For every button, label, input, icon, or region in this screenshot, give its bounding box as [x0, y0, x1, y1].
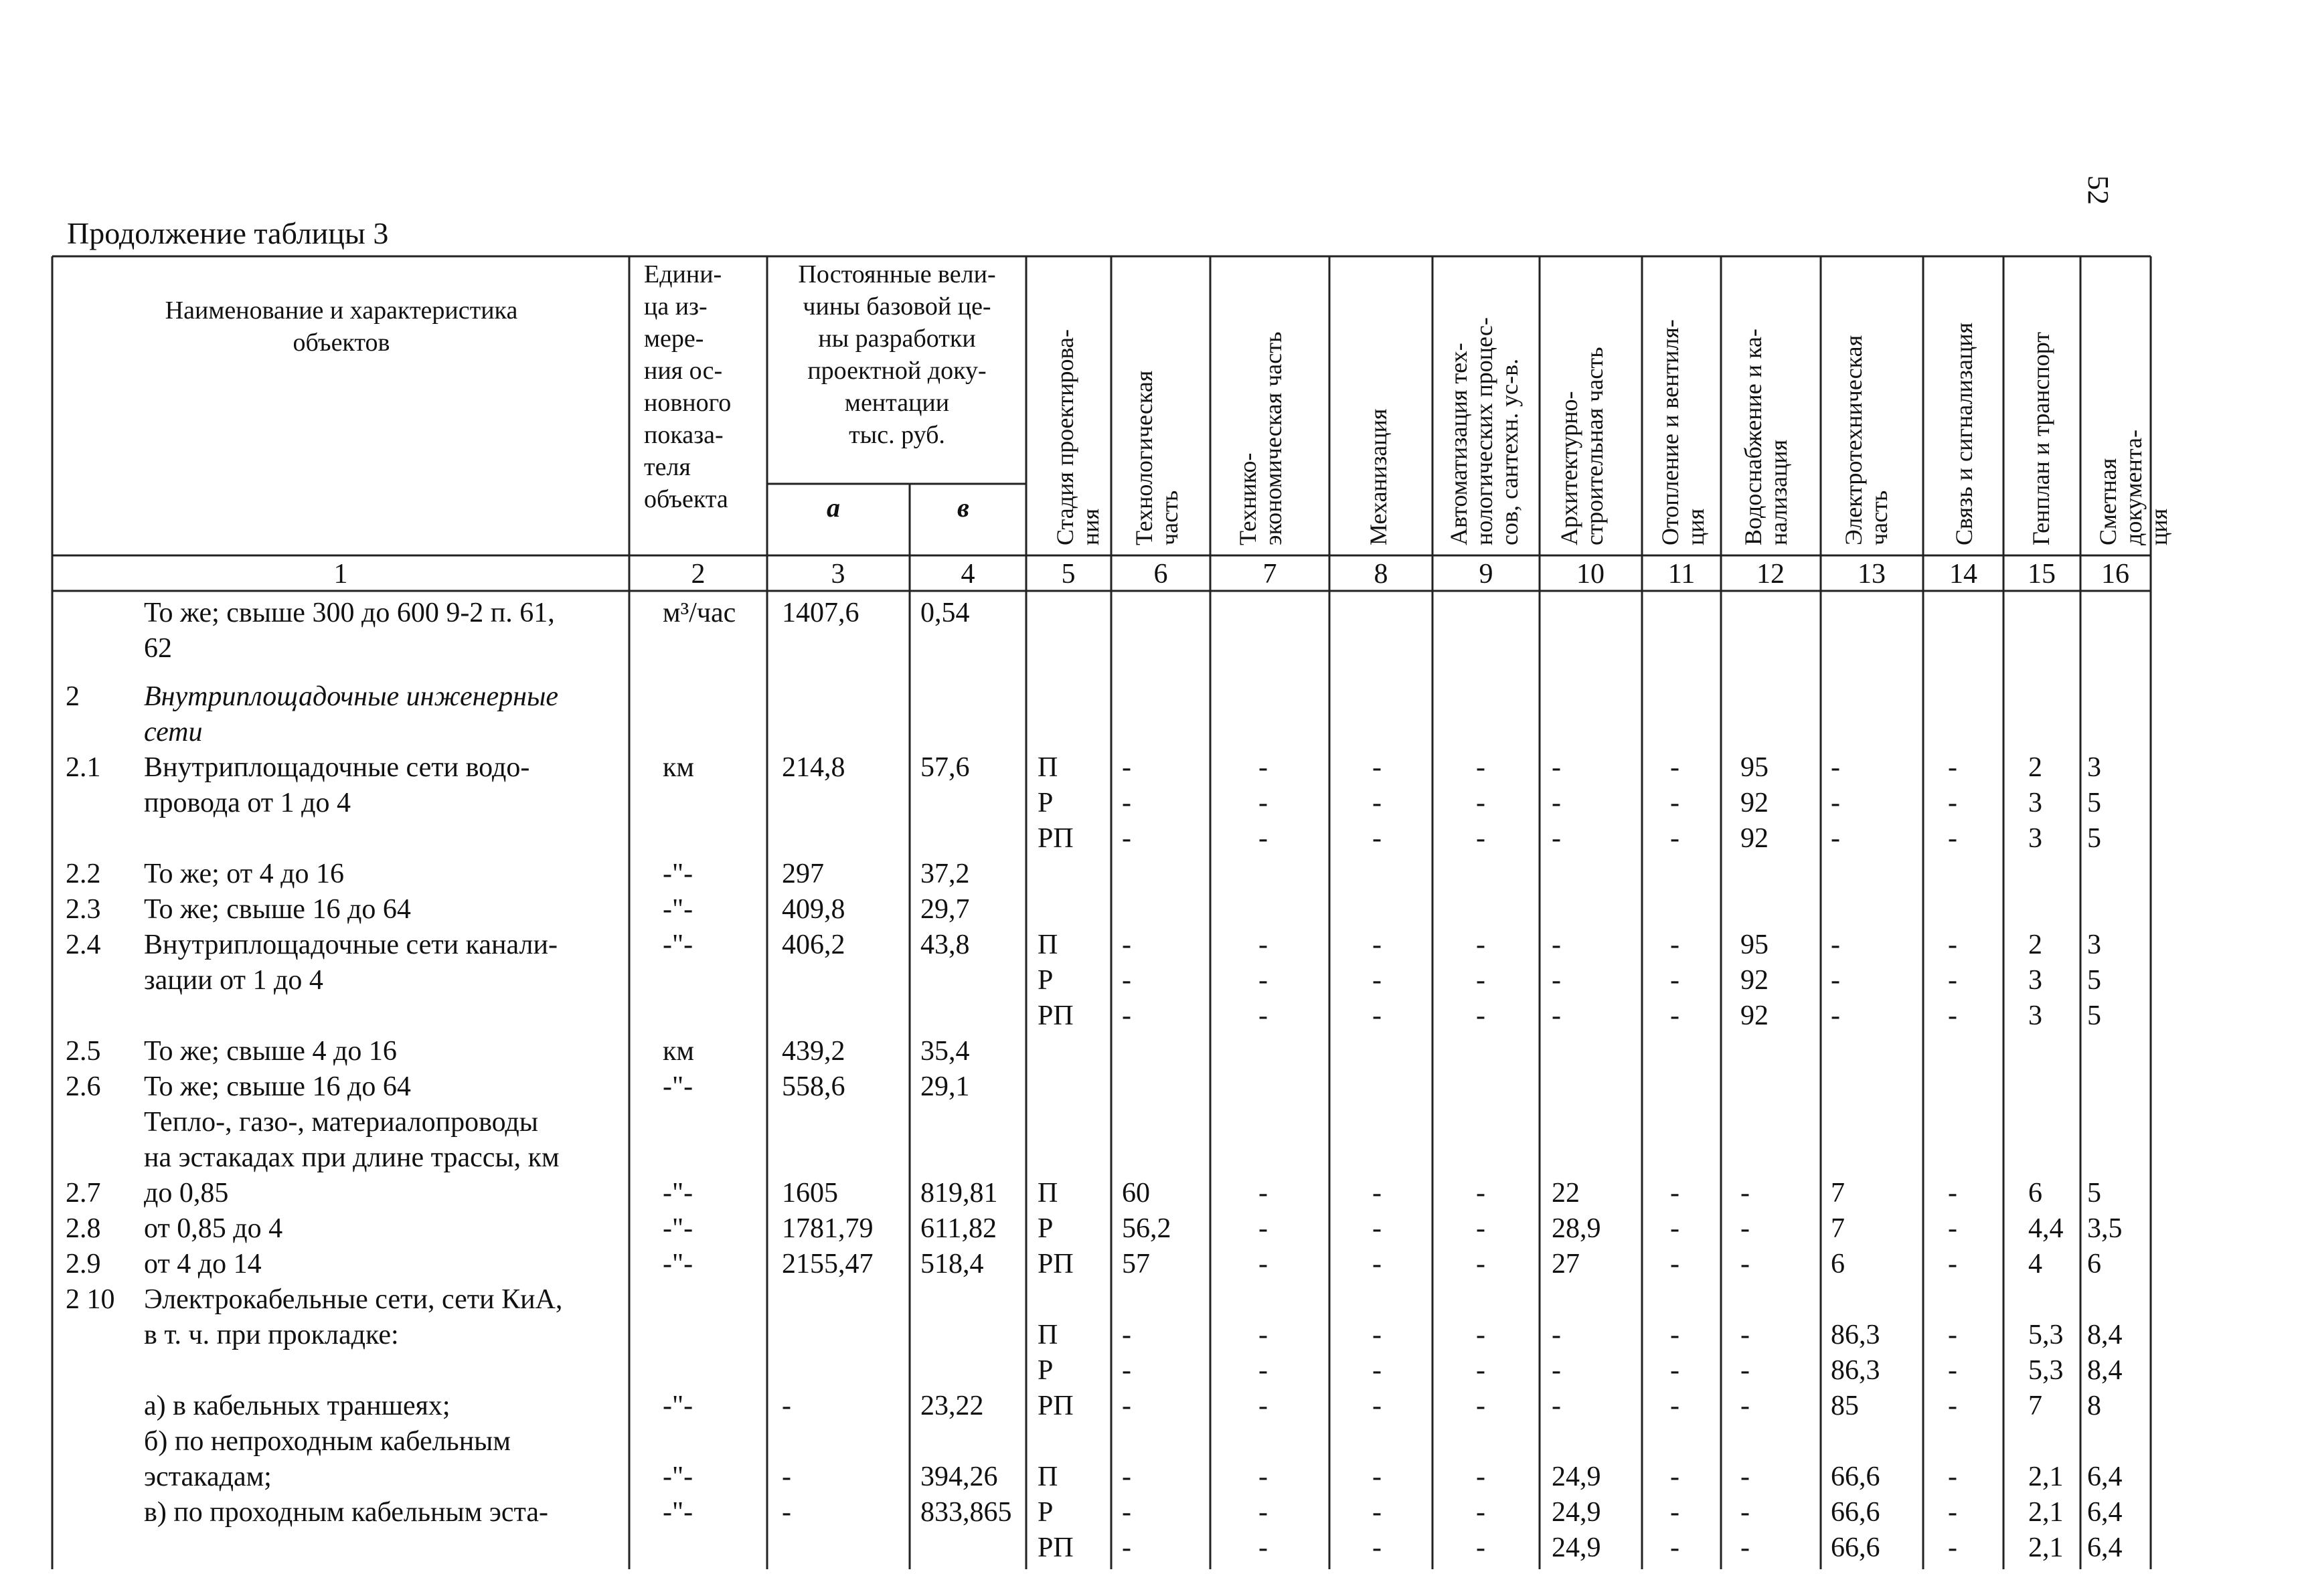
row-section-value: - [1476, 1319, 1485, 1350]
row-unit: -"- [663, 1248, 693, 1279]
row-section-value: 2,1 [2028, 1532, 2064, 1563]
row-section-value: 5 [2087, 1177, 2101, 1209]
row-section-value: 86,3 [1831, 1354, 1880, 1386]
row-section-value: - [1948, 1354, 1957, 1386]
column-number: 13 [1858, 559, 1886, 590]
row-section-value: - [1372, 1213, 1382, 1244]
row-value-a: 1781,79 [782, 1213, 874, 1244]
row-value-b: 29,1 [920, 1071, 970, 1102]
header-communication: Связь и сигнализация [1951, 322, 1977, 545]
row-section-value: - [1258, 1390, 1268, 1421]
row-stage: П [1038, 751, 1058, 783]
row-value-b: 833,865 [920, 1496, 1012, 1528]
row-name: То же; свыше 300 до 600 9-2 п. 61, [144, 598, 555, 628]
row-section-value: 4 [2028, 1248, 2042, 1279]
row-section-value: 92 [1740, 822, 1769, 854]
row-section-value: - [1372, 929, 1382, 960]
row-section-value: 5 [2087, 964, 2101, 996]
row-section-value: 57 [1122, 1248, 1150, 1279]
row-stage: РП [1038, 1390, 1074, 1421]
row-section-value: - [1476, 787, 1485, 818]
row-section-value: - [1831, 929, 1840, 960]
row-section-value: 2,1 [2028, 1461, 2064, 1492]
row-section-value: 8 [2087, 1390, 2101, 1421]
row-section-value: - [1670, 1461, 1679, 1492]
row-unit: -"- [663, 1213, 693, 1244]
row-section-value: - [1476, 822, 1485, 854]
row-value-a: 558,6 [782, 1071, 845, 1102]
column-number: 14 [1949, 559, 1977, 590]
column-number: 3 [831, 559, 845, 590]
row-section-value: - [1670, 751, 1679, 783]
row-section-value: 95 [1740, 929, 1769, 960]
header-automation: Автоматизация тех- нологических процес- сов, сантехн. ус-в. [1445, 317, 1523, 545]
row-section-value: - [1476, 1461, 1485, 1492]
row-section-value: - [1670, 1213, 1679, 1244]
row-number: 2.6 [66, 1071, 101, 1102]
row-section-value: 5,3 [2028, 1319, 2064, 1350]
row-section-value: - [1740, 1213, 1750, 1244]
row-section-value: 3,5 [2087, 1213, 2123, 1244]
row-value-a: 406,2 [782, 929, 845, 960]
row-section-value: 2 [2028, 929, 2042, 960]
row-section-value: - [1372, 964, 1382, 996]
row-section-value: - [1476, 1213, 1485, 1244]
row-section-value: 6 [2087, 1248, 2101, 1279]
row-number: 2.2 [66, 858, 101, 889]
row-section-value: - [1948, 1248, 1957, 1279]
row-section-value: - [1948, 1390, 1957, 1421]
row-section-value: - [1122, 1319, 1131, 1350]
row-value-a: - [782, 1390, 791, 1421]
row-value-b: 57,6 [920, 751, 970, 783]
row-section-value: 85 [1831, 1390, 1859, 1421]
row-section-value: 6 [2028, 1177, 2042, 1209]
row-section-value: 2 [2028, 751, 2042, 783]
row-unit: км [663, 751, 694, 783]
header-stage: Стадия проектирова- ния [1052, 329, 1104, 545]
row-value-a: 297 [782, 858, 824, 889]
row-number: 2.4 [66, 929, 101, 960]
row-section-value: - [1670, 1390, 1679, 1421]
row-section-value: 28,9 [1552, 1213, 1601, 1244]
row-name: а) в кабельных траншеях; [144, 1390, 450, 1421]
row-section-value: - [1670, 787, 1679, 818]
row-section-value: - [1552, 1390, 1561, 1421]
row-section-value: - [1740, 1496, 1750, 1528]
row-section-value: - [1948, 1461, 1957, 1492]
row-section-value: - [1258, 751, 1268, 783]
row-value-a: 1407,6 [782, 598, 859, 628]
row-section-value: - [1670, 929, 1679, 960]
row-section-value: - [1831, 1000, 1840, 1031]
header-name: Наименование и характеристика объектов [165, 296, 518, 357]
row-section-value: 24,9 [1552, 1532, 1601, 1563]
row-stage: Р [1038, 787, 1054, 818]
row-section-value: - [1948, 751, 1957, 783]
row-value-b: 611,82 [920, 1213, 997, 1244]
row-section-value: - [1552, 1354, 1561, 1386]
row-section-value: 3 [2028, 964, 2042, 996]
row-section-value: - [1122, 964, 1131, 996]
row-section-value: 66,6 [1831, 1461, 1880, 1492]
row-section-value: - [1670, 1354, 1679, 1386]
page-number: 52 [2082, 175, 2115, 205]
row-section-value: 3 [2087, 929, 2101, 960]
row-number: 2.1 [66, 751, 101, 783]
header-electrical: Электротехническая часть [1840, 335, 1892, 545]
row-stage: РП [1038, 1000, 1074, 1031]
row-value-b: 518,4 [920, 1248, 984, 1279]
row-section-value: - [1476, 929, 1485, 960]
row-section-value: - [1372, 1000, 1382, 1031]
row-section-value: - [1740, 1319, 1750, 1350]
column-number: 12 [1756, 559, 1785, 590]
column-number: 8 [1374, 559, 1388, 590]
header-unit: Едини- ца из- мере- ния ос- новного показа- теля объекта [644, 260, 732, 513]
row-section-value: - [1831, 751, 1840, 783]
row-section-value: - [1948, 1213, 1957, 1244]
row-unit: -"- [663, 929, 693, 960]
row-section-value: - [1552, 1000, 1561, 1031]
column-number: 4 [961, 559, 975, 590]
row-section-value: - [1258, 1461, 1268, 1492]
row-section-value: - [1258, 1000, 1268, 1031]
row-section-value: 92 [1740, 787, 1769, 818]
row-section-value: - [1372, 1532, 1382, 1563]
row-section-value: - [1831, 822, 1840, 854]
row-name: провода от 1 до 4 [144, 787, 351, 818]
row-section-value: - [1122, 1354, 1131, 1386]
row-section-value: - [1948, 929, 1957, 960]
row-section-value: - [1476, 1496, 1485, 1528]
row-section-value: 6,4 [2087, 1532, 2123, 1563]
row-name: Внутриплощадочные инженерные [144, 681, 559, 712]
row-name: То же; свыше 16 до 64 [144, 1071, 411, 1102]
row-section-value: - [1372, 1319, 1382, 1350]
row-section-value: 56,2 [1122, 1213, 1171, 1244]
row-name: до 0,85 [144, 1177, 229, 1209]
row-section-value: - [1258, 1532, 1268, 1563]
row-section-value: 24,9 [1552, 1496, 1601, 1528]
row-section-value: - [1552, 1319, 1561, 1350]
row-value-a: 1605 [782, 1177, 838, 1209]
row-section-value: - [1122, 1532, 1131, 1563]
row-name: в т. ч. при прокладке: [144, 1319, 399, 1350]
row-section-value: 7 [2028, 1390, 2042, 1421]
header-col-b: в [957, 493, 969, 523]
row-section-value: 92 [1740, 1000, 1769, 1031]
row-section-value: - [1122, 751, 1131, 783]
row-section-value: 66,6 [1831, 1532, 1880, 1563]
row-section-value: - [1476, 751, 1485, 783]
row-value-b: 37,2 [920, 858, 970, 889]
row-section-value: 5 [2087, 787, 2101, 818]
row-unit: -"- [663, 1177, 693, 1209]
row-unit: -"- [663, 1071, 693, 1102]
row-section-value: - [1670, 1000, 1679, 1031]
row-section-value: 27 [1552, 1248, 1580, 1279]
row-section-value: - [1122, 1000, 1131, 1031]
row-number: 2.3 [66, 893, 101, 925]
row-section-value: 3 [2087, 751, 2101, 783]
column-number: 9 [1479, 559, 1493, 590]
row-section-value: 92 [1740, 964, 1769, 996]
row-section-value: - [1258, 1248, 1268, 1279]
row-value-b: 43,8 [920, 929, 970, 960]
row-section-value: - [1670, 1248, 1679, 1279]
row-name: То же; свыше 16 до 64 [144, 893, 411, 925]
column-number: 5 [1061, 559, 1076, 590]
row-section-value: - [1372, 1248, 1382, 1279]
row-value-a: - [782, 1461, 791, 1492]
row-section-value: - [1122, 1390, 1131, 1421]
row-section-value: - [1122, 822, 1131, 854]
row-name: То же; от 4 до 16 [144, 858, 344, 889]
row-section-value: - [1122, 787, 1131, 818]
row-section-value: - [1552, 787, 1561, 818]
row-section-value: - [1948, 1532, 1957, 1563]
row-value-a: 409,8 [782, 893, 845, 925]
row-section-value: 3 [2028, 787, 2042, 818]
row-section-value: 4,4 [2028, 1213, 2064, 1244]
row-value-b: 23,22 [920, 1390, 984, 1421]
row-section-value: - [1740, 1354, 1750, 1386]
row-number: 2.8 [66, 1213, 101, 1244]
row-section-value: - [1476, 1532, 1485, 1563]
header-base-price: Постоянные вели- чины базовой це- ны разработки проектной доку- ментации тыс. руб. [798, 260, 996, 449]
row-stage: П [1038, 1461, 1058, 1492]
row-section-value: - [1258, 1177, 1268, 1209]
row-unit: км [663, 1035, 694, 1067]
row-value-a: 214,8 [782, 751, 845, 783]
row-name: зации от 1 до 4 [144, 964, 323, 996]
row-section-value: 24,9 [1552, 1461, 1601, 1492]
row-name: на эстакадах при длине трассы, км [144, 1142, 560, 1173]
row-name: Тепло-, газо-, материалопроводы [144, 1106, 539, 1138]
column-number: 2 [691, 559, 706, 590]
row-section-value: - [1552, 822, 1561, 854]
row-section-value: - [1670, 1532, 1679, 1563]
row-section-value: - [1122, 929, 1131, 960]
row-section-value: - [1372, 1177, 1382, 1209]
row-stage: Р [1038, 1213, 1054, 1244]
header-economics: Технико- экономическая часть [1234, 331, 1287, 545]
row-value-a: - [782, 1496, 791, 1528]
row-section-value: - [1948, 787, 1957, 818]
row-section-value: - [1670, 1177, 1679, 1209]
row-section-value: - [1831, 787, 1840, 818]
row-section-value: - [1948, 1177, 1957, 1209]
row-section-value: - [1476, 1000, 1485, 1031]
column-number: 11 [1667, 559, 1696, 590]
row-stage: П [1038, 929, 1058, 960]
row-stage: Р [1038, 1354, 1054, 1386]
row-section-value: 5,3 [2028, 1354, 2064, 1386]
column-number: 7 [1262, 559, 1277, 590]
row-section-value: - [1670, 1319, 1679, 1350]
header-col-a: а [827, 493, 840, 523]
row-section-value: - [1476, 1248, 1485, 1279]
row-unit: м³/час [663, 598, 736, 628]
row-section-value: - [1740, 1461, 1750, 1492]
row-section-value: - [1948, 1496, 1957, 1528]
row-section-value: - [1476, 1177, 1485, 1209]
row-unit: -"- [663, 858, 693, 889]
row-stage: РП [1038, 822, 1074, 854]
row-section-value: 7 [1831, 1177, 1845, 1209]
row-number: 2.5 [66, 1035, 101, 1067]
row-section-value: - [1258, 929, 1268, 960]
column-number: 1 [333, 559, 348, 590]
row-section-value: 3 [2028, 1000, 2042, 1031]
row-value-b: 35,4 [920, 1035, 970, 1067]
row-name: от 0,85 до 4 [144, 1213, 283, 1244]
row-stage: П [1038, 1177, 1058, 1209]
row-section-value: - [1372, 1390, 1382, 1421]
row-section-value: - [1258, 1496, 1268, 1528]
row-stage: П [1038, 1319, 1058, 1350]
row-unit: -"- [663, 1496, 693, 1528]
header-architecture: Архитектурно- строительная часть [1556, 347, 1608, 545]
row-section-value: - [1122, 1461, 1131, 1492]
header-technology: Технологическая часть [1131, 370, 1183, 545]
row-stage: Р [1038, 1496, 1054, 1528]
row-section-value: 22 [1552, 1177, 1580, 1209]
row-section-value: 6,4 [2087, 1461, 2123, 1492]
header-mechanization: Механизация [1365, 408, 1392, 545]
row-section-value: - [1258, 822, 1268, 854]
row-section-value: - [1372, 1354, 1382, 1386]
row-section-value: - [1258, 1319, 1268, 1350]
row-stage: РП [1038, 1532, 1074, 1563]
row-number: 2 10 [66, 1283, 115, 1315]
row-section-value: 66,6 [1831, 1496, 1880, 1528]
row-section-value: 6,4 [2087, 1496, 2123, 1528]
row-section-value: - [1258, 1354, 1268, 1386]
row-section-value: - [1740, 1532, 1750, 1563]
row-number: 2 [66, 681, 80, 712]
row-name: от 4 до 14 [144, 1248, 262, 1279]
row-name: То же; свыше 4 до 16 [144, 1035, 397, 1067]
row-section-value: - [1740, 1248, 1750, 1279]
row-section-value: 5 [2087, 822, 2101, 854]
row-section-value: - [1740, 1390, 1750, 1421]
row-number: 2.9 [66, 1248, 101, 1279]
column-number: 16 [2101, 559, 2129, 590]
row-section-value: - [1372, 751, 1382, 783]
header-water: Водоснабжение и ка- нализация [1740, 329, 1792, 545]
row-section-value: - [1476, 1354, 1485, 1386]
row-section-value: - [1740, 1177, 1750, 1209]
row-section-value: 95 [1740, 751, 1769, 783]
row-section-value: - [1476, 964, 1485, 996]
header-estimate: Сметная документа- ция [2094, 430, 2172, 545]
row-section-value: - [1831, 964, 1840, 996]
header-genplan: Генплан и транспорт [2028, 332, 2054, 545]
row-section-value: - [1258, 787, 1268, 818]
column-number: 10 [1576, 559, 1605, 590]
row-unit: -"- [663, 1461, 693, 1492]
row-section-value: - [1258, 964, 1268, 996]
row-section-value: - [1372, 822, 1382, 854]
row-section-value: 8,4 [2087, 1354, 2123, 1386]
column-number: 15 [2028, 559, 2056, 590]
row-name: б) по непроходным кабельным [144, 1425, 511, 1457]
row-name: сети [144, 716, 203, 747]
row-section-value: 60 [1122, 1177, 1150, 1209]
row-section-value: 6 [1831, 1248, 1845, 1279]
row-section-value: - [1552, 751, 1561, 783]
row-section-value: - [1552, 964, 1561, 996]
row-section-value: - [1552, 929, 1561, 960]
row-value-b: 0,54 [920, 598, 970, 628]
row-name: Внутриплощадочные сети водо- [144, 751, 530, 783]
row-stage: РП [1038, 1248, 1074, 1279]
row-section-value: 2,1 [2028, 1496, 2064, 1528]
row-number: 2.7 [66, 1177, 101, 1209]
row-value-b: 819,81 [920, 1177, 998, 1209]
row-section-value: - [1476, 1390, 1485, 1421]
row-section-value: 5 [2087, 1000, 2101, 1031]
row-section-value: - [1670, 1496, 1679, 1528]
row-name: эстакадам; [144, 1461, 272, 1492]
row-name: 62 [144, 633, 172, 664]
row-section-value: - [1372, 787, 1382, 818]
row-section-value: - [1122, 1496, 1131, 1528]
row-unit: -"- [663, 893, 693, 925]
row-section-value: - [1948, 1319, 1957, 1350]
row-section-value: - [1258, 1213, 1268, 1244]
row-value-a: 2155,47 [782, 1248, 874, 1279]
row-name: Внутриплощадочные сети канали- [144, 929, 558, 960]
row-section-value: 8,4 [2087, 1319, 2123, 1350]
table-caption: Продолжение таблицы 3 [67, 216, 389, 250]
row-value-b: 394,26 [920, 1461, 998, 1492]
row-section-value: - [1670, 964, 1679, 996]
row-section-value: - [1948, 822, 1957, 854]
row-section-value: - [1670, 822, 1679, 854]
row-value-b: 29,7 [920, 893, 970, 925]
row-name: Электрокабельные сети, сети КиА, [144, 1283, 563, 1315]
row-section-value: 7 [1831, 1213, 1845, 1244]
row-section-value: - [1948, 964, 1957, 996]
row-name: в) по проходным кабельным эста- [144, 1496, 548, 1528]
row-section-value: 86,3 [1831, 1319, 1880, 1350]
row-unit: -"- [663, 1390, 693, 1421]
row-stage: Р [1038, 964, 1054, 996]
row-section-value: - [1372, 1461, 1382, 1492]
row-section-value: - [1948, 1000, 1957, 1031]
row-value-a: 439,2 [782, 1035, 845, 1067]
header-heating: Отопление и вентиля- ция [1657, 319, 1709, 545]
column-number: 6 [1153, 559, 1168, 590]
row-section-value: - [1372, 1496, 1382, 1528]
row-section-value: 3 [2028, 822, 2042, 854]
